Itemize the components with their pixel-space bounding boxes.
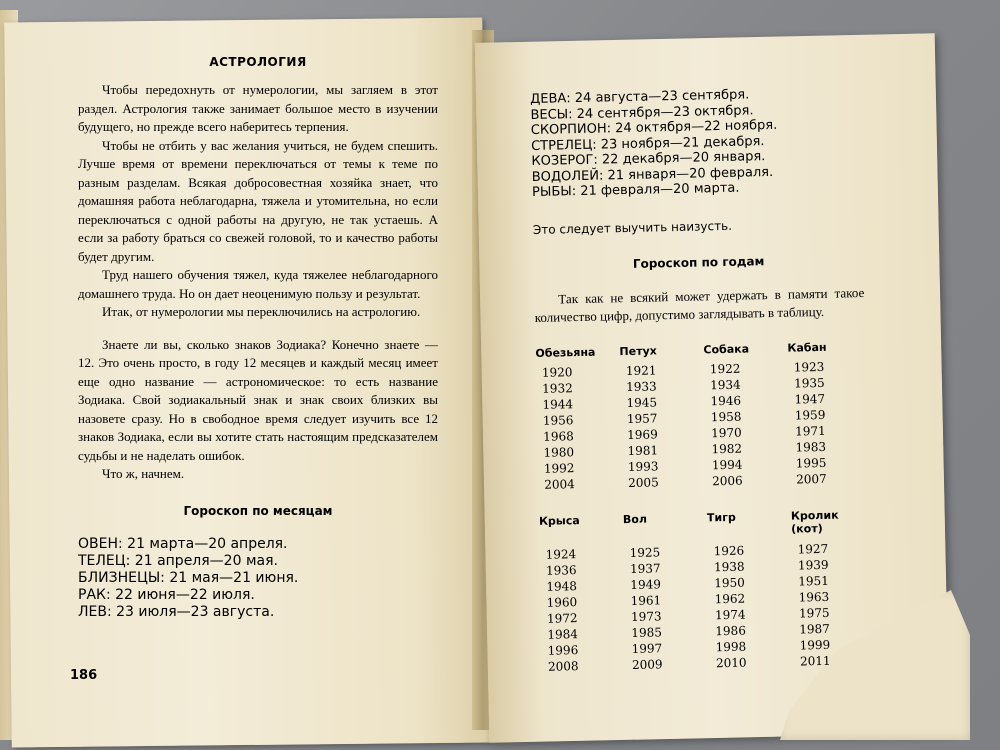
- year-value: 1925: [629, 544, 661, 560]
- year-value: 1993: [627, 458, 659, 474]
- year-column: [535, 345, 616, 493]
- year-table-2: [539, 507, 872, 674]
- zodiac-entry: ОВЕН: 21 марта—20 апреля.: [78, 535, 288, 552]
- year-value: 1997: [631, 640, 663, 656]
- year-value: 1958: [710, 409, 742, 424]
- chapter-title: АСТРОЛОГИЯ: [209, 55, 307, 69]
- year-value: 1984: [547, 626, 579, 642]
- year-value: 1924: [545, 546, 577, 562]
- year-value: 1975: [798, 605, 830, 620]
- year-value: 1980: [543, 444, 575, 460]
- zodiac-entry: ДЕВА: 24 августа—23 сентября.: [530, 87, 750, 107]
- section-heading: Гороскоп по годам: [632, 253, 765, 271]
- zodiac-entry: СТРЕЛЕЦ: 23 ноября—21 декабря.: [530, 133, 765, 154]
- zodiac-entry: ВОДОЛЕЙ: 21 января—20 февраля.: [531, 164, 774, 185]
- year-value: 1987: [799, 621, 830, 636]
- year-value: 1947: [794, 391, 826, 407]
- zodiac-entry: ВЕСЫ: 24 сентября—23 октября.: [530, 102, 754, 123]
- year-value: 1932: [542, 380, 573, 396]
- year-value: 1936: [545, 562, 577, 578]
- year-column: [703, 341, 784, 489]
- paragraph: Труд нашего обучения тяжел, куда тяжелее неблагодарного домашнего труда. Но он дает неоценимую пользу и результат.: [78, 267, 438, 301]
- year-value: 1957: [626, 410, 658, 426]
- paragraph: Чтобы передохнуть от нумерологии, мы загляем в этот раздел. Астрология также занимает большое место в изучении будущего, но прежде всего наберитесь терпения.: [78, 82, 438, 134]
- year-value: 1974: [714, 607, 746, 622]
- year-value: 1945: [626, 394, 658, 410]
- year-value: 2009: [631, 656, 663, 672]
- paragraph: Знаете ли вы, сколько знаков Зодиака? Конечно знаете — 12. Это очень просто, в году 12 месяцев и каждый месяц имеет еще одно название — астрономическое: то есть название Зодиака. Свой зодиакальный знак и знак своих близких вы назовете сразу. Но в свободное время следует изучить все 12 знаков Зодиака, если вы хотите стать настоящим предсказателем судьбы и не наделать ошибок.: [78, 336, 438, 463]
- year-value: 1970: [711, 425, 742, 440]
- year-value: 2007: [796, 471, 827, 487]
- year-value: 1933: [626, 378, 657, 394]
- animal-name: Крыса: [538, 513, 580, 528]
- year-value: 1963: [798, 589, 830, 604]
- year-value: 1994: [711, 457, 743, 472]
- year-value: 2005: [628, 474, 659, 490]
- zodiac-entry: БЛИЗНЕЦЫ: 21 мая—21 июня.: [78, 569, 299, 586]
- animal-name: Обезьяна: [535, 345, 596, 360]
- year-value: 1961: [630, 592, 662, 608]
- year-value: 1960: [546, 594, 578, 610]
- year-value: 1998: [715, 639, 747, 654]
- year-value: 1921: [625, 362, 657, 378]
- year-value: 1983: [795, 439, 827, 455]
- year-value: 1972: [546, 610, 578, 626]
- year-value: 1949: [630, 576, 662, 592]
- zodiac-entry: СКОРПИОН: 24 октября—22 ноября.: [530, 117, 778, 138]
- year-value: 1922: [709, 361, 741, 376]
- year-column: [787, 340, 868, 488]
- paragraph: Чтобы не отбить у вас желания учиться, не будем спешить. Лучше время от времени переключаться от темы к теме по разным разделам. Всякая добросовестная хозяйка знает, что домашняя работа неблагодарна, тяжела и утомительна, но если переключаться с одной работы на другую, не так устаешь. А если за работу браться со свежей головой, то и качество работы будет другим.: [78, 137, 438, 264]
- year-value: 1950: [714, 575, 746, 590]
- animal-name: Тигр: [706, 510, 736, 524]
- year-value: 1996: [547, 642, 579, 658]
- zodiac-entry: РЫБЫ: 21 февраля—20 марта.: [531, 180, 740, 200]
- year-value: 1935: [794, 375, 825, 391]
- zodiac-list: [78, 536, 438, 621]
- year-column: [619, 343, 700, 491]
- zodiac-entry: РАК: 22 июня—22 июля.: [78, 586, 255, 603]
- year-value: 2004: [544, 476, 575, 492]
- zodiac-entry: ЛЕВ: 23 июля—23 августа.: [78, 603, 275, 620]
- year-value: 1969: [627, 426, 658, 442]
- year-value: 1920: [541, 364, 573, 380]
- animal-name: Вол: [622, 512, 648, 526]
- animal-name: Кабан: [787, 340, 827, 355]
- year-value: 1986: [715, 623, 747, 638]
- right-page-text: [530, 85, 872, 674]
- year-value: 1946: [710, 393, 742, 408]
- page-number: 186: [70, 668, 98, 683]
- section-heading: Гороскоп по месяцам: [183, 503, 333, 518]
- year-value: 2008: [547, 658, 579, 674]
- year-value: 1999: [799, 637, 831, 652]
- paragraph: Так как не всякий может удержать в памяти такое количество цифр, допустимо заглядывать в таблицу.: [534, 284, 865, 325]
- year-value: 2011: [799, 653, 831, 668]
- year-value: 1948: [546, 578, 578, 594]
- year-value: 1956: [542, 412, 574, 428]
- year-value: 1938: [713, 559, 745, 574]
- memorize-note: Это следует выучить наизусть.: [532, 218, 733, 237]
- paragraph: Что ж, начнем.: [102, 466, 185, 481]
- year-value: 1981: [627, 442, 659, 458]
- year-value: 1923: [793, 359, 825, 375]
- year-value: 1995: [795, 455, 827, 471]
- year-column: [707, 509, 788, 671]
- year-value: 1982: [711, 441, 743, 456]
- year-value: 1985: [631, 624, 663, 640]
- year-value: 2006: [712, 473, 743, 488]
- year-value: 1937: [629, 560, 661, 576]
- zodiac-entry: КОЗЕРОГ: 22 декабря—20 января.: [531, 149, 766, 169]
- year-value: 1934: [710, 377, 741, 392]
- year-value: 1962: [714, 591, 746, 606]
- year-table-1: [535, 340, 868, 493]
- year-value: 1968: [543, 428, 574, 444]
- year-value: 1971: [795, 423, 826, 439]
- year-column: [539, 513, 620, 675]
- year-value: 1973: [630, 608, 662, 624]
- year-value: 1926: [713, 543, 745, 558]
- left-page-text: [78, 55, 438, 621]
- year-value: 1939: [797, 557, 829, 572]
- animal-name: Петух: [619, 343, 657, 358]
- year-value: 1927: [797, 541, 829, 556]
- year-column: [791, 507, 872, 669]
- animal-name: Кролик (кот): [790, 508, 839, 536]
- year-value: 1959: [794, 407, 826, 423]
- year-value: 1951: [798, 573, 829, 588]
- year-column: [623, 511, 704, 673]
- paragraph: Итак, от нумерологии мы переключились на астрологию.: [102, 304, 421, 319]
- animal-name: Собака: [703, 341, 750, 356]
- zodiac-entry: ТЕЛЕЦ: 21 апреля—20 мая.: [78, 552, 278, 569]
- zodiac-list: [530, 85, 862, 200]
- year-value: 1992: [543, 460, 575, 476]
- year-value: 2010: [715, 655, 747, 670]
- year-value: 1944: [542, 396, 574, 412]
